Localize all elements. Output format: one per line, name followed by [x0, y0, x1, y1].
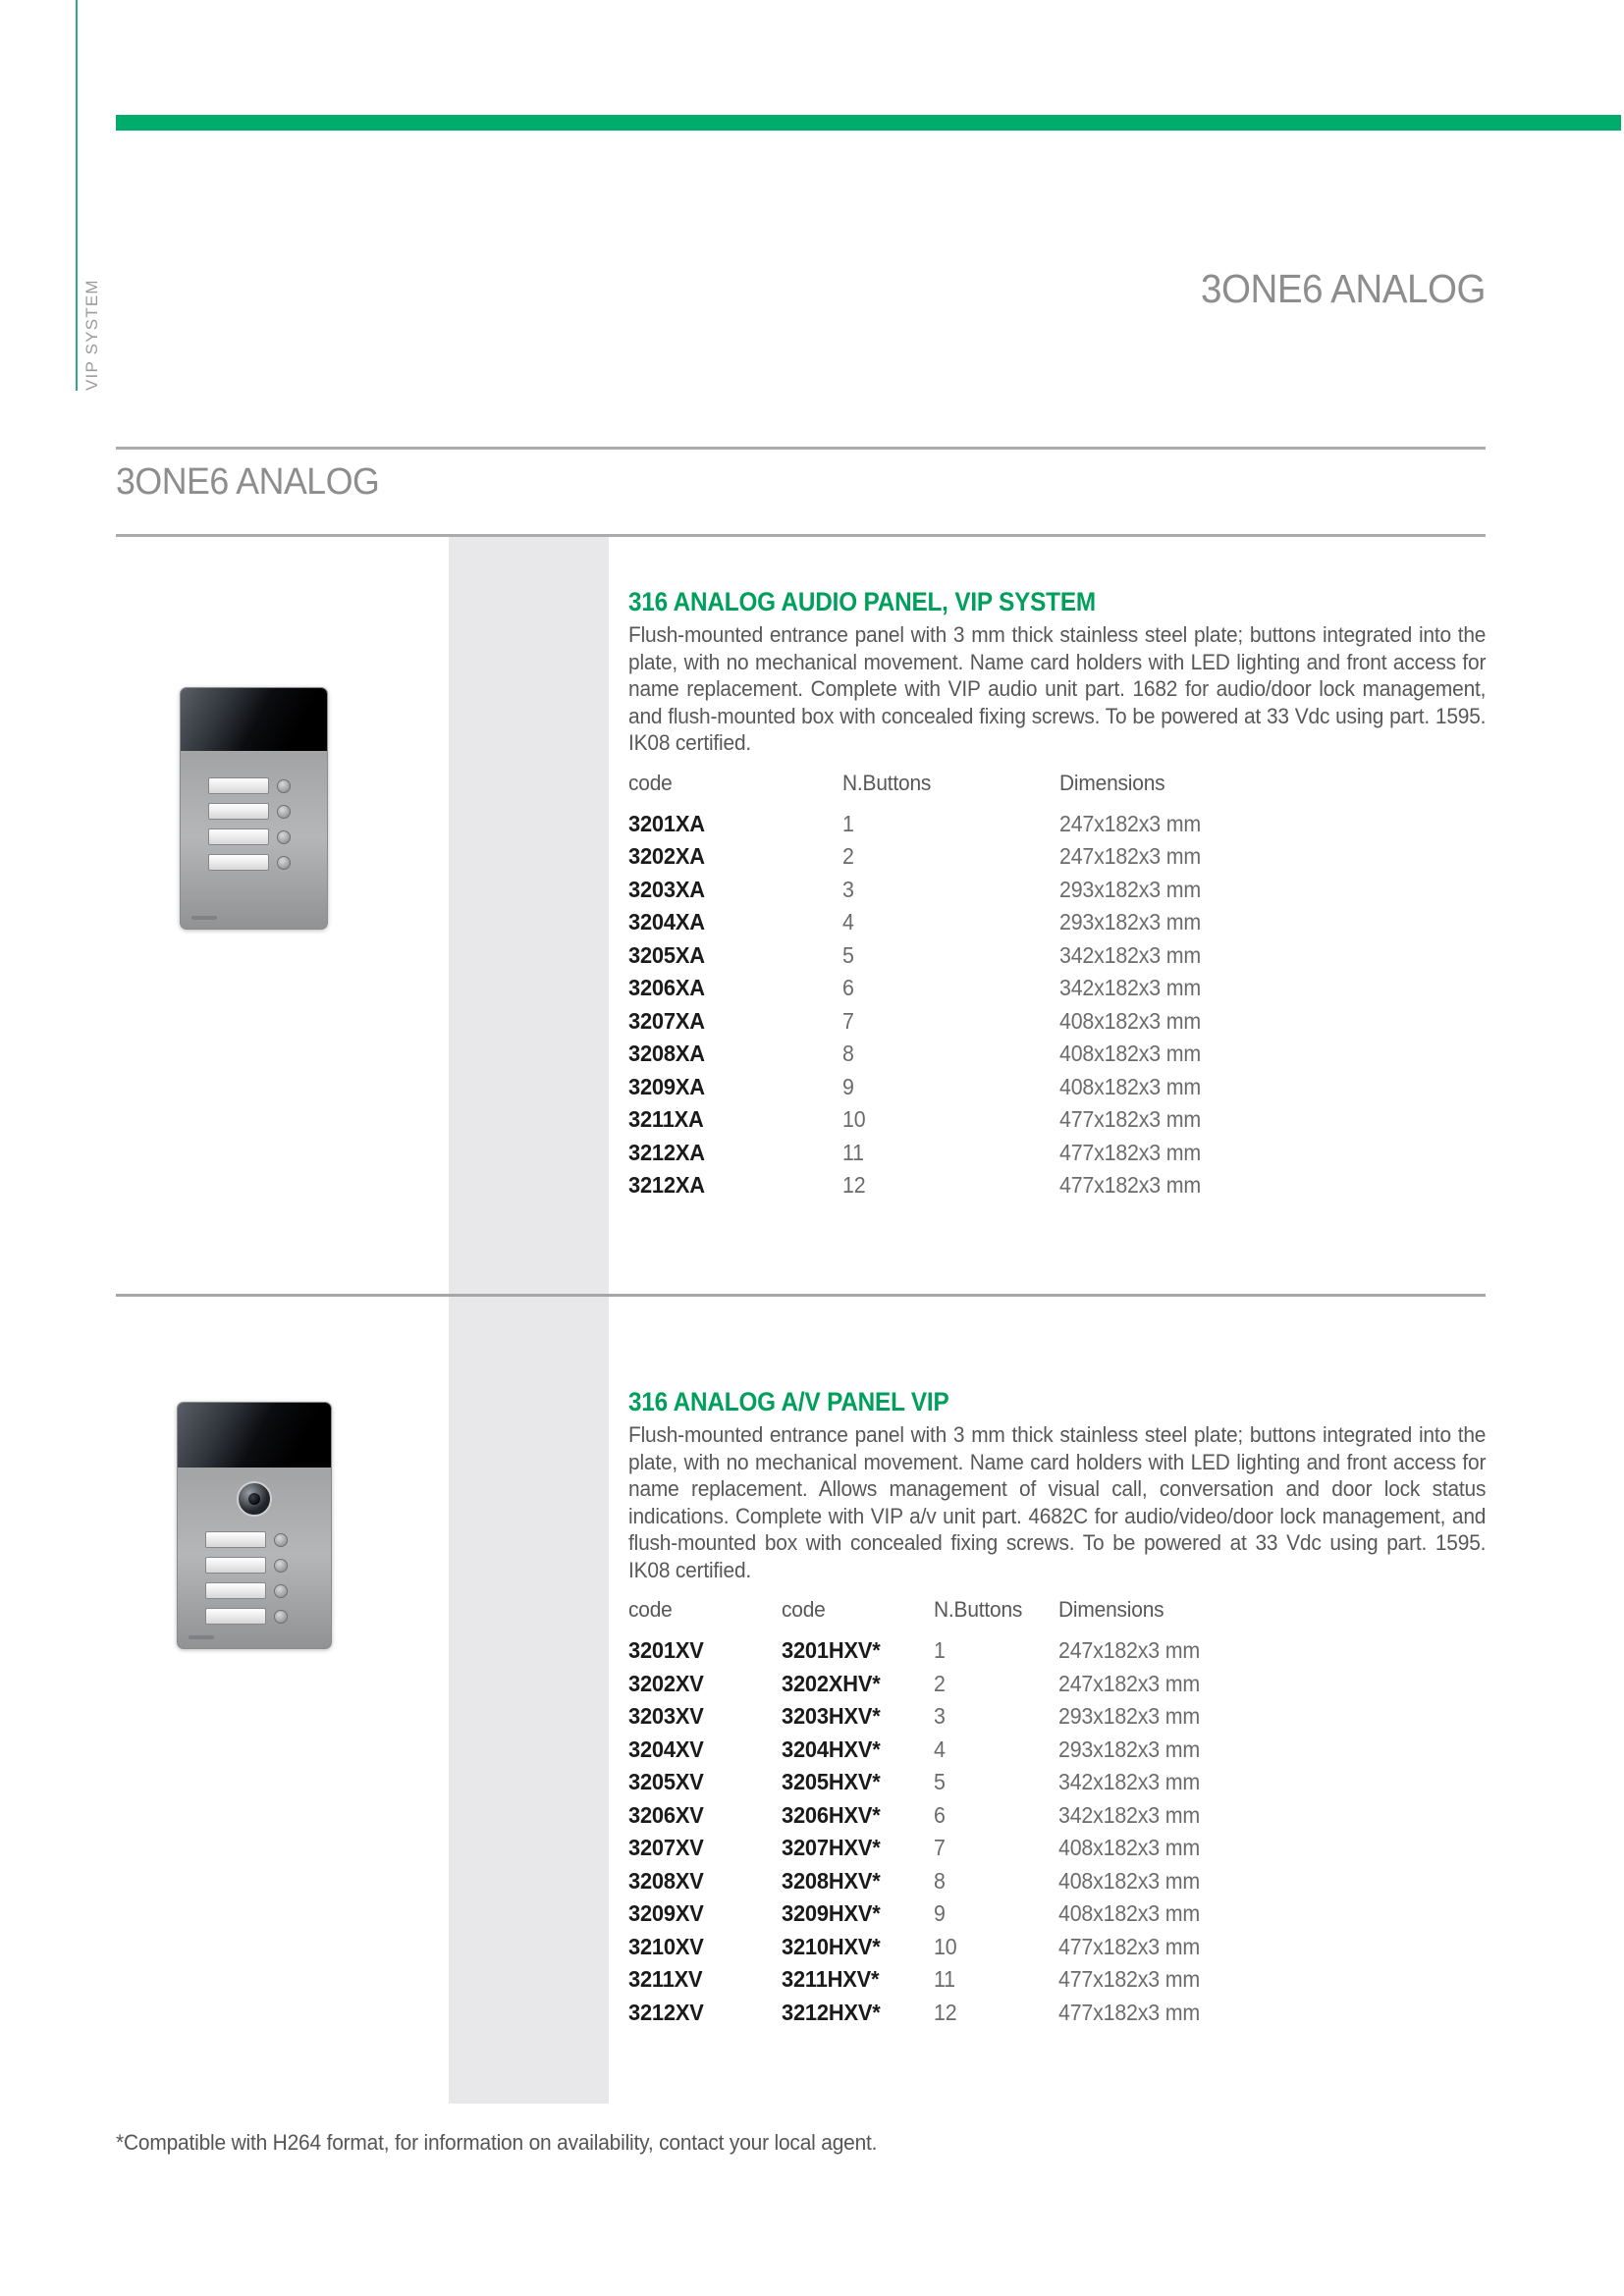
cell-code: 3210XV — [628, 1933, 704, 1959]
page-title: 3ONE6 ANALOG — [1201, 266, 1486, 311]
cell-code-h264: 3205HXV* — [782, 1769, 881, 1795]
cell-code-h264: 3208HXV* — [782, 1867, 881, 1894]
table-row — [628, 840, 1486, 874]
section-divider — [116, 1294, 1486, 1297]
cell-code: 3209XA — [628, 1073, 705, 1099]
cell-code: 3211XV — [628, 1966, 703, 1993]
table-row — [628, 1799, 1486, 1833]
table-header-row — [628, 1597, 1486, 1623]
table-row — [628, 939, 1486, 973]
cell-buttons: 1 — [934, 1637, 946, 1664]
call-button — [277, 830, 291, 844]
cell-dimensions: 408x182x3 mm — [1058, 1900, 1201, 1927]
call-button — [277, 779, 291, 793]
cell-buttons: 9 — [842, 1073, 854, 1099]
cell-dimensions: 293x182x3 mm — [1059, 909, 1202, 935]
top-accent-bar — [116, 115, 1621, 131]
cell-dimensions: 342x182x3 mm — [1059, 941, 1202, 968]
panel-glass-top — [181, 688, 327, 751]
table-row — [628, 1137, 1486, 1170]
camera-lens — [237, 1481, 272, 1517]
band-rule-bottom — [116, 534, 1486, 537]
call-button — [277, 856, 291, 870]
table-row — [628, 1038, 1486, 1071]
cell-code-h264: 3209HXV* — [782, 1900, 881, 1927]
cell-code-h264: 3211HXV* — [782, 1966, 880, 1993]
cell-code: 3208XV — [628, 1867, 704, 1894]
product-description: Flush-mounted entrance panel with 3 mm thick stainless steel plate; buttons integrated into the plate, with no mechanical movement. Name card holders with LED lighting and front access for name replacement. Allows management of visual call, conversation and door lock status indications. Complete with VIP a/v unit part. 4682C for audio/video/door lock management, and flush-mounted box with concealed fixing screws. To be powered at 33 Vdc using part. 1595. IK08 certified. — [628, 1422, 1487, 1582]
section-band-title: 3ONE6 ANALOG — [116, 461, 380, 503]
name-card-row — [181, 800, 327, 826]
cell-dimensions: 247x182x3 mm — [1058, 1637, 1201, 1664]
table-row — [628, 1700, 1486, 1734]
cell-dimensions: 247x182x3 mm — [1059, 810, 1202, 836]
cell-code: 3201XA — [628, 810, 705, 836]
name-card-row — [181, 826, 327, 851]
table-row — [628, 972, 1486, 1005]
layout-gray-strip — [449, 537, 609, 2104]
cell-code: 3211XA — [628, 1106, 704, 1133]
cell-buttons: 3 — [842, 876, 854, 902]
table-row — [628, 1766, 1486, 1799]
cell-buttons: 12 — [842, 1172, 866, 1199]
product-heading: 316 ANALOG A/V PANEL VIP — [628, 1387, 949, 1416]
cell-code: 3203XA — [628, 876, 705, 902]
section-audio-panel — [628, 587, 1486, 1202]
cell-buttons: 5 — [842, 941, 854, 968]
band-rule-top — [116, 447, 1486, 450]
name-card — [205, 1582, 266, 1599]
cell-dimensions: 477x182x3 mm — [1059, 1106, 1202, 1133]
name-card — [208, 828, 269, 845]
name-card-row — [181, 774, 327, 800]
table-row — [628, 1103, 1486, 1137]
name-card — [205, 1531, 266, 1548]
brand-mark — [191, 916, 217, 920]
cell-code: 3205XV — [628, 1769, 704, 1795]
name-card-row — [178, 1605, 331, 1630]
brand-mark — [189, 1635, 214, 1639]
cell-dimensions: 408x182x3 mm — [1059, 1041, 1202, 1067]
column-header: Dimensions — [1059, 770, 1165, 795]
table-row — [628, 1865, 1486, 1898]
name-card-buttons — [181, 774, 327, 877]
call-button — [274, 1610, 288, 1624]
name-card — [208, 854, 269, 871]
name-card-buttons — [178, 1528, 331, 1630]
table-row — [628, 1071, 1486, 1104]
cell-dimensions: 342x182x3 mm — [1059, 975, 1202, 1001]
cell-buttons: 10 — [934, 1933, 957, 1959]
column-header: Dimensions — [1058, 1597, 1164, 1622]
cell-code: 3207XA — [628, 1007, 705, 1034]
footnote: *Compatible with H264 format, for information on availability, contact your local agent. — [116, 2130, 878, 2155]
cell-dimensions: 342x182x3 mm — [1058, 1769, 1201, 1795]
cell-dimensions: 477x182x3 mm — [1059, 1139, 1202, 1165]
table-row — [628, 1931, 1486, 1964]
cell-buttons: 8 — [842, 1041, 854, 1067]
table-row — [628, 1634, 1486, 1668]
camera-lens-inner — [248, 1493, 260, 1505]
call-button — [277, 805, 291, 819]
call-button — [274, 1559, 288, 1573]
table-row — [628, 808, 1486, 841]
cell-buttons: 4 — [842, 909, 854, 935]
cell-code: 3203XV — [628, 1703, 704, 1730]
cell-dimensions: 247x182x3 mm — [1058, 1670, 1201, 1696]
cell-code: 3204XA — [628, 909, 705, 935]
cell-code: 3208XA — [628, 1041, 705, 1067]
cell-code-h264: 3204HXV* — [782, 1735, 881, 1762]
cell-dimensions: 342x182x3 mm — [1058, 1801, 1201, 1828]
product-heading: 316 ANALOG AUDIO PANEL, VIP SYSTEM — [628, 587, 1096, 616]
cell-dimensions: 293x182x3 mm — [1058, 1735, 1201, 1762]
table-row — [628, 1169, 1486, 1202]
cell-code-h264: 3203HXV* — [782, 1703, 881, 1730]
table-row — [628, 1832, 1486, 1865]
cell-code: 3206XV — [628, 1801, 704, 1828]
cell-code: 3212XV — [628, 1999, 704, 2025]
cell-buttons: 3 — [934, 1703, 946, 1730]
cell-dimensions: 477x182x3 mm — [1058, 1966, 1201, 1993]
cell-buttons: 5 — [934, 1769, 946, 1795]
name-card — [205, 1557, 266, 1574]
cell-code: 3201XV — [628, 1637, 704, 1664]
table-body — [628, 1634, 1486, 2029]
left-accent-line — [76, 0, 78, 391]
cell-buttons: 7 — [934, 1835, 946, 1861]
table-row — [628, 906, 1486, 939]
cell-code: 3205XA — [628, 941, 705, 968]
section-av-panel — [628, 1387, 1486, 2029]
table-row — [628, 1734, 1486, 1767]
vertical-series-label: VIP SYSTEM — [82, 279, 101, 391]
table-row — [628, 1963, 1486, 1997]
name-card-row — [178, 1579, 331, 1605]
cell-code: 3204XV — [628, 1735, 704, 1762]
cell-code: 3207XV — [628, 1835, 704, 1861]
product-photo-av-panel — [177, 1402, 332, 1649]
cell-buttons: 10 — [842, 1106, 866, 1133]
cell-code-h264: 3207HXV* — [782, 1835, 881, 1861]
cell-buttons: 2 — [842, 843, 854, 870]
cell-buttons: 7 — [842, 1007, 854, 1034]
call-button — [274, 1584, 288, 1598]
cell-buttons: 2 — [934, 1670, 946, 1696]
cell-buttons: 6 — [934, 1801, 946, 1828]
table-row — [628, 1668, 1486, 1701]
cell-buttons: 12 — [934, 1999, 957, 2025]
cell-buttons: 11 — [842, 1139, 864, 1165]
cell-buttons: 1 — [842, 810, 854, 836]
cell-code: 3202XV — [628, 1670, 704, 1696]
cell-buttons: 11 — [934, 1966, 955, 1993]
cell-code: 3212XA — [628, 1139, 705, 1165]
cell-dimensions: 247x182x3 mm — [1059, 843, 1202, 870]
name-card — [208, 803, 269, 820]
table-row — [628, 1005, 1486, 1039]
product-photo-audio-panel — [180, 687, 328, 930]
column-header: code — [628, 1597, 673, 1622]
name-card-row — [178, 1528, 331, 1554]
table-header-row — [628, 771, 1486, 796]
name-card — [205, 1608, 266, 1625]
cell-dimensions: 408x182x3 mm — [1059, 1073, 1202, 1099]
cell-dimensions: 408x182x3 mm — [1058, 1835, 1201, 1861]
name-card-row — [181, 851, 327, 877]
cell-buttons: 9 — [934, 1900, 946, 1927]
cell-buttons: 4 — [934, 1735, 946, 1762]
table-row — [628, 874, 1486, 907]
cell-code-h264: 3212HXV* — [782, 1999, 881, 2025]
cell-code-h264: 3210HXV* — [782, 1933, 881, 1959]
cell-dimensions: 477x182x3 mm — [1059, 1172, 1202, 1199]
column-header: N.Buttons — [934, 1597, 1023, 1622]
cell-code: 3206XA — [628, 975, 705, 1001]
cell-code: 3209XV — [628, 1900, 704, 1927]
table-body — [628, 808, 1486, 1202]
table-row — [628, 1997, 1486, 2030]
cell-buttons: 6 — [842, 975, 854, 1001]
cell-code: 3202XA — [628, 843, 705, 870]
name-card — [208, 777, 269, 794]
column-header: N.Buttons — [842, 770, 932, 795]
cell-dimensions: 408x182x3 mm — [1058, 1867, 1201, 1894]
cell-code-h264: 3206HXV* — [782, 1801, 881, 1828]
cell-dimensions: 477x182x3 mm — [1058, 1933, 1201, 1959]
product-table-av — [628, 1597, 1486, 2029]
product-description: Flush-mounted entrance panel with 3 mm thick stainless steel plate; buttons integrated into the plate, with no mechanical movement. Name card holders with LED lighting and front access for name replacement. Complete with VIP audio unit part. 1682 for audio/door lock management, and flush-mounted box with concealed fixing screws. To be powered at 33 Vdc using part. 1595. IK08 certified. — [628, 622, 1487, 755]
name-card-row — [178, 1554, 331, 1579]
cell-dimensions: 408x182x3 mm — [1059, 1007, 1202, 1034]
table-row — [628, 1897, 1486, 1931]
column-header: code — [782, 1597, 826, 1622]
product-table-audio — [628, 771, 1486, 1202]
cell-dimensions: 293x182x3 mm — [1058, 1703, 1201, 1730]
cell-buttons: 8 — [934, 1867, 946, 1894]
cell-code-h264: 3201HXV* — [782, 1637, 881, 1664]
call-button — [274, 1533, 288, 1547]
cell-code: 3212XA — [628, 1172, 705, 1199]
cell-dimensions: 293x182x3 mm — [1059, 876, 1202, 902]
cell-dimensions: 477x182x3 mm — [1058, 1999, 1201, 2025]
panel-glass-top — [178, 1403, 331, 1468]
cell-code-h264: 3202XHV* — [782, 1670, 881, 1696]
column-header: code — [628, 770, 673, 795]
